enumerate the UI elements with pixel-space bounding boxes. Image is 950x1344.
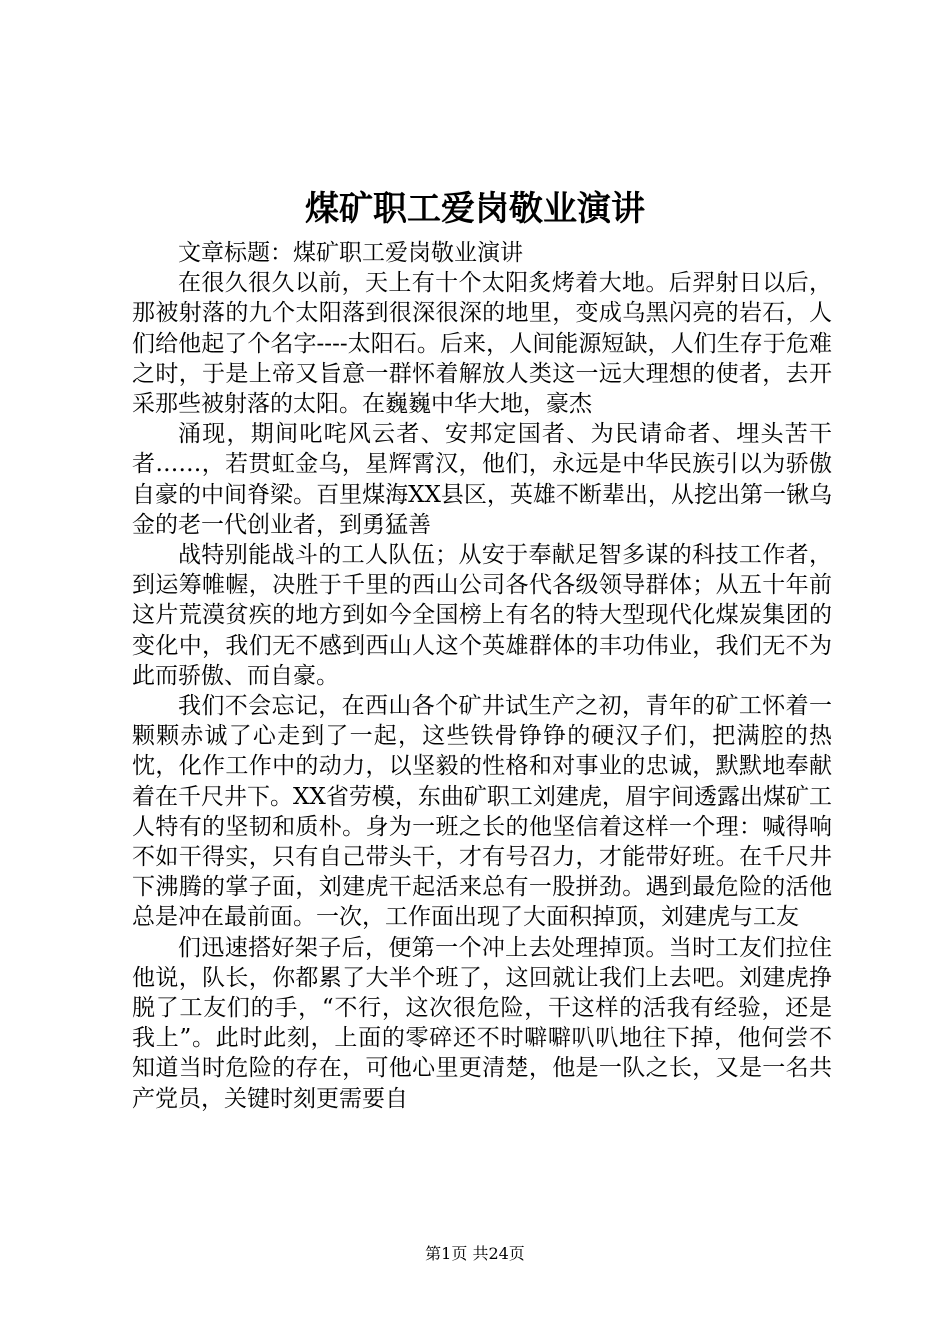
paragraph: 们迅速搭好架子后，便第一个冲上去处理掉顶。当时工友们拉住他说，队长，你都累了大半个班了，这回就让我们上去吧。刘建虎挣脱了工友们的手，“不行，这次很危险，干这样的活我有经验，还是我上”。此时此刻，上面的零碎还不时噼噼叭叭地往下掉，他何尝不知道当时危险的存在，可他心里更清楚，他是一队之长，又是一名共产党员，关键时刻更需要自 <box>132 934 832 1112</box>
document-title: 煤矿职工爱岗敬业演讲 <box>305 189 645 229</box>
document-body <box>132 238 832 1114</box>
page-number-footer: 第1页 共24页 <box>425 1244 525 1263</box>
paragraph: 涌现，期间叱咤风云者、安邦定国者、为民请命者、埋头苦干者……，若贯虹金乌，星辉霄汉，他们，永远是中华民族引以为骄傲自豪的中间脊梁。百里煤海XX县区，英雄不断辈出，从挖出第一锹乌金的老一代创业者，到勇猛善 <box>132 421 832 538</box>
paragraph: 我们不会忘记，在西山各个矿井试生产之初，青年的矿工怀着一颗颗赤诚了心走到了一起，这些铁骨铮铮的硬汉子们，把满腔的热忱，化作工作中的动力，以坚毅的性格和对事业的忠诚，默默地奉献着在千尺井下。XX省劳模，东曲矿职工刘建虎，眉宇间透露出煤矿工人特有的坚韧和质朴。身为一班之长的他坚信着这样一个理：喊得响不如干得实，只有自己带头干，才有号召力，才能带好班。在千尺井下沸腾的掌子面，刘建虎干起活来总有一股拼劲。遇到最危险的活他总是冲在最前面。一次，工作面出现了大面积掉顶，刘建虎与工友 <box>132 693 832 931</box>
paragraph-article-title: 文章标题：煤矿职工爱岗敬业演讲 <box>178 240 523 266</box>
paragraph: 战特别能战斗的工人队伍；从安于奉献足智多谋的科技工作者，到运筹帷幄，决胜于千里的西山公司各代各级领导群体；从五十年前这片荒漠贫疾的地方到如今全国榜上有名的特大型现代化煤炭集团的变化中，我们无不感到西山人这个英雄群体的丰功伟业，我们无不为此而骄傲、而自豪。 <box>132 542 832 689</box>
paragraph: 在很久很久以前，天上有十个太阳炙烤着大地。后羿射日以后，那被射落的九个太阳落到很深很深的地里，变成乌黑闪亮的岩石，人们给他起了个名字----太阳石。后来，人间能源短缺，人们生存于危难之时，于是上帝又旨意一群怀着解放人类这一远大理想的使者，去开采那些被射落的太阳。在巍巍中华大地，豪杰 <box>132 270 832 418</box>
